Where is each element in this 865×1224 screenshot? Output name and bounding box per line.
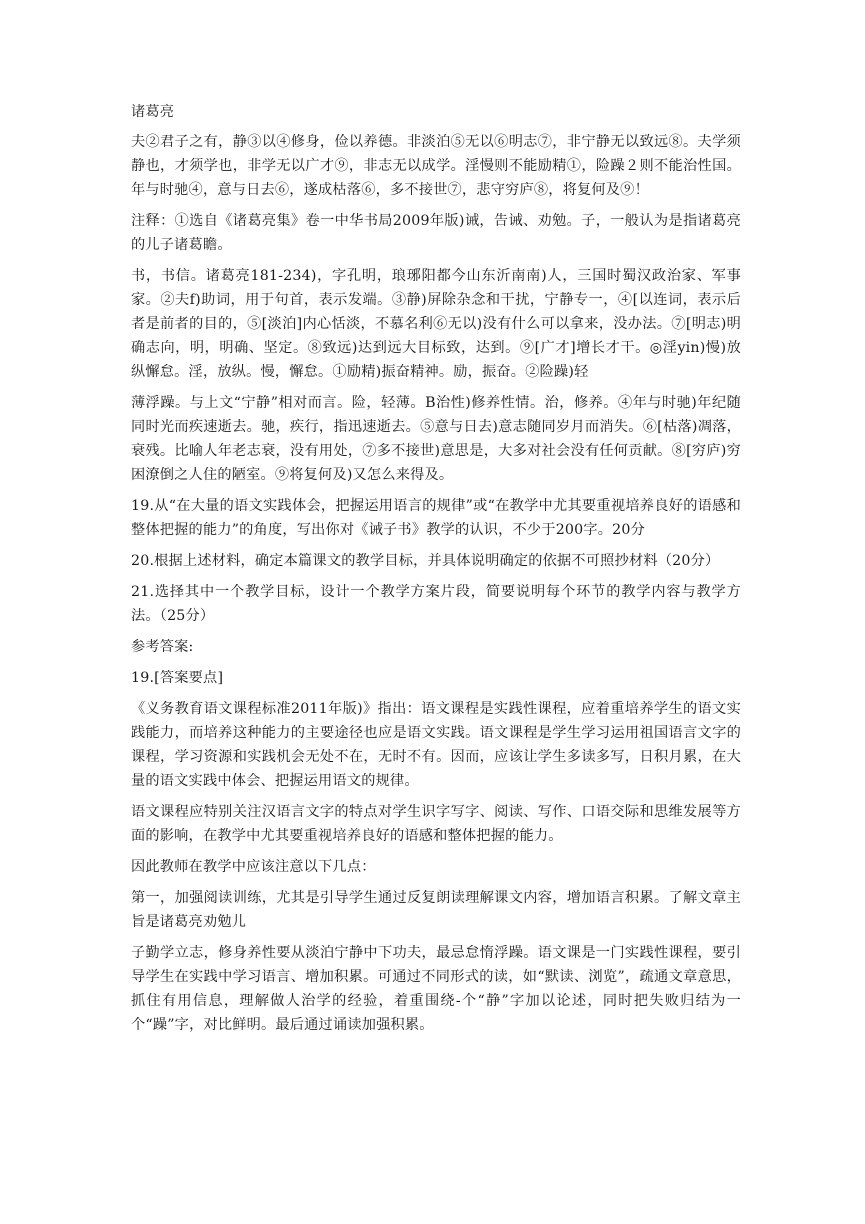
classical-text: 夫②君子之有，静③以④修身，俭以养德。非淡泊⑤无以⑥明志⑦，非宁静无以致远⑧。夫学须静也，才须学也，非学无以广才⑨，非志无以成学。淫慢则不能励精①，险躁２则不能治性国。年与时驰④，意与日去⑥，遂成枯落⑥，多不接世⑦，悲守穷庐⑧，将复何及⑨！ [131, 134, 741, 198]
answer-paragraph-standard: 《义务教育语文课程标准2011年版)》指出：语文课程是实践性课程，应着重培养学生的语文实践能力，而培养这种能力的主要途径也应是语文实践。语文课程是学生学习运用祖国语言文字的课程，学习资源和实践机会无处不在，无时不有。因而，应该让学生多读多写，日积月累，在大量的语文实践中体会、把握运用语文的规律。 [131, 701, 741, 789]
annotation-notes-continued: 薄浮躁。与上文“宁静”相对而言。险，轻薄。B治性)修养性情。治，修养。④年与时驰)年纪随同时光而疾速逝去。驰，疾行，指迅速逝去。⑤意与日去)意志随同岁月而消失。⑥[枯落)凋落，衰残。比喻人年老志衰，没有用处，⑦多不接世)意思是，大多对社会没有任何贡献。⑧[穷庐)穷困潦倒之人住的陋室。⑨将复何及)又怎么来得及。 [131, 395, 741, 483]
answer-paragraph-first-point-continued: 子勤学立志，修身养性要从淡泊宁静中下功夫，最忌怠惰浮躁。语文课是一门实践性课程，要引导学生在实践中学习语言、增加积累。可通过不同形式的读，如“默读、浏览”，疏通文章意思，抓住有用信息，理解做人治学的经验，着重围绕-个“静”字加以论述，同时把失败归结为一个“躁”字，对比鲜明。最后通过诵读加强积累。 [131, 945, 741, 1033]
answer-paragraph-focus: 语文课程应特别关注汉语言文字的特点对学生识字写字、阅读、写作、口语交际和思维发展等方面的影响，在教学中尤其要重视培养良好的语感和整体把握的能力。 [131, 804, 741, 844]
answer-paragraph-first-point: 第一，加强阅读训练，尤其是引导学生通过反复朗读理解课文内容，增加语言积累。了解文章主旨是诸葛亮劝勉儿 [131, 890, 741, 930]
question-21: 21.选择其中一个教学目标，设计一个教学方案片段，简要说明每个环节的教学内容与教学方法。（25分） [131, 584, 741, 624]
annotation-intro: 注释：①选自《诸葛亮集》卷一中华书局2009年版)诫，告诫、劝勉。子，一般认为是指诸葛亮的儿子诸葛瞻。 [131, 213, 741, 253]
author-line: 诸葛亮 [131, 104, 175, 120]
question-19: 19.从“在大量的语文实践体会，把握运用语言的规律”或“在教学中尤其要重视培养良好的语感和整体把握的能力”的角度，写出你对《诫子书》教学的认识，不少于200字。20分 [131, 498, 741, 538]
question-20: 20.根据上述材料，确定本篇课文的教学目标，并具体说明确定的依据不可照抄材料（20分） [131, 553, 720, 569]
answer-19-heading: 19.[答案要点] [131, 670, 224, 686]
document-page [131, 100, 741, 1044]
answer-paragraph-points-intro: 因此教师在教学中应该注意以下几点： [131, 859, 376, 875]
annotation-notes: 书，书信。诸葛亮181-234)，字孔明，琅琊阳都今山东沂南南)人，三国时蜀汉政治家、军事家。②夫f)助词，用于句首，表示发端。③静)屏除杂念和干扰，宁静专一，④[以连词，表示后者是前者的目的，⑤[淡泊]内心恬淡，不慕名利⑥无以)没有什么可以拿来，没办法。⑦[明志)明确志向，明，明确、坚定。⑧致远)达到远大目标致，达到。⑨[广才]增长才干。◎淫yin)慢)放纵懈怠。淫，放纵。慢，懈怠。①励精)振奋精神。励，振奋。②险躁)轻 [131, 268, 741, 380]
reference-answer-heading: 参考答案: [131, 639, 194, 655]
